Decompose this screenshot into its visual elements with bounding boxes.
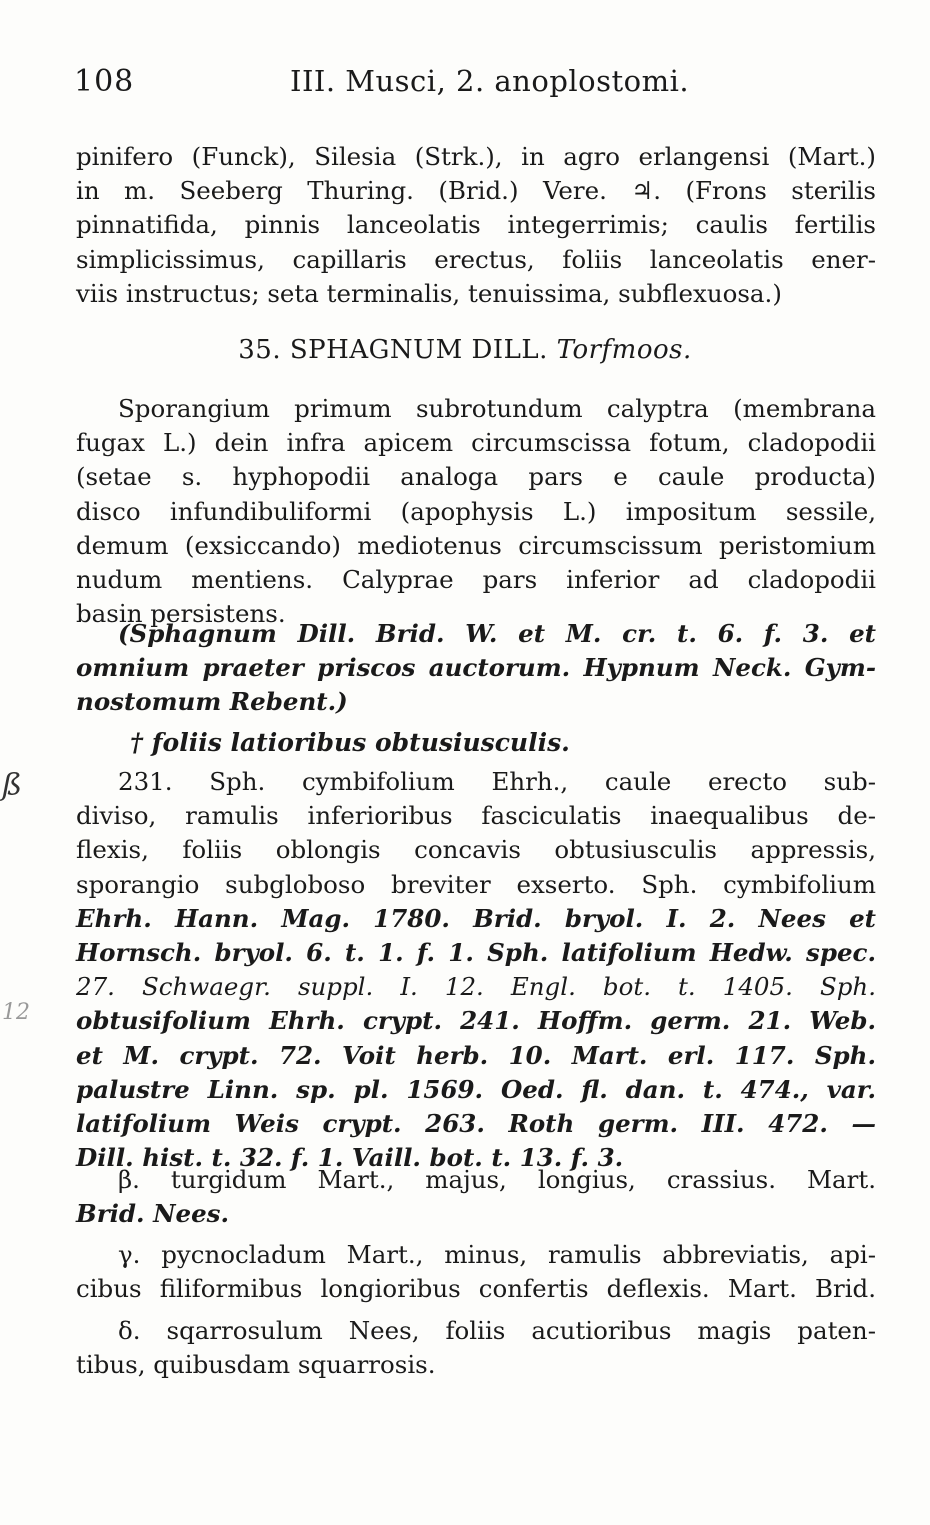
text-line: 231. Sph. cymbifolium Ehrh., caule erecto sub-	[118, 767, 876, 796]
text-line: pinnatifida, pinnis lanceolatis integerrimis; caulis fertilis	[76, 210, 876, 240]
genus-description	[76, 392, 876, 631]
text-line: 27. Schwaegr. suppl. I. 12. Engl. bot. t. 1405. Sph.	[76, 972, 876, 1002]
text-line: Hornsch. bryol. 6. t. 1. f. 1. Sph. latifolium Hedw. spec.	[76, 938, 876, 968]
subsection-heading: † foliis latioribus obtusiusculis.	[130, 728, 570, 757]
text-line: γ. pycnocladum Mart., minus, ramulis abbreviatis, api-	[118, 1240, 876, 1269]
page-header	[72, 62, 882, 112]
variety-gamma	[76, 1238, 876, 1306]
genus-common-name: Torfmoos.	[556, 335, 692, 365]
text-line: (setae s. hyphopodii analoga pars e caule producta)	[76, 462, 876, 492]
text-line: Dill. hist. t. 32. f. 1. Vaill. bot. t. 13. f. 3.	[76, 1143, 624, 1173]
text-line: demum (exsiccando) mediotenus circumscissum peristomium	[76, 530, 876, 560]
text-line: in m. Seeberg Thuring. (Brid.) Vere. ♃. (Frons sterilis	[76, 176, 876, 206]
page-number: 108	[74, 64, 135, 99]
text-line: δ. sqarrosulum Nees, foliis acutioribus magis paten-	[118, 1316, 876, 1345]
text-line: flexis, foliis oblongis concavis obtusiusculis appressis,	[76, 835, 876, 865]
text-line: et M. crypt. 72. Voit herb. 10. Mart. erl. 117. Sph.	[76, 1040, 876, 1070]
variety-beta	[76, 1163, 876, 1231]
variety-delta	[76, 1314, 876, 1382]
margin-annotation: 12	[2, 1000, 30, 1025]
text-line: obtusifolium Ehrh. crypt. 241. Hoffm. germ. 21. Web.	[76, 1006, 876, 1036]
text-line: diviso, ramulis inferioribus fasciculatis inaequalibus de-	[76, 801, 876, 831]
genus-heading	[0, 335, 930, 365]
text-line: pinifero (Funck), Silesia (Strk.), in agro erlangensi (Mart.)	[76, 142, 876, 171]
genus-number: 35.	[238, 335, 282, 365]
text-line: Sporangium primum subrotundum calyptra (membrana	[118, 394, 876, 423]
text-line: viis instructus; seta terminalis, tenuissima, subflexuosa.)	[76, 278, 782, 308]
text-line: Ehrh. Hann. Mag. 1780. Brid. bryol. I. 2. Nees et	[76, 903, 876, 933]
text-line: palustre Linn. sp. pl. 1569. Oed. fl. dan. t. 474., var.	[76, 1074, 876, 1104]
text-line: disco infundibuliformi (apophysis L.) impositum sessile,	[76, 496, 876, 526]
text-line: fugax L.) dein infra apicem circumscissa fotum, cladopodii	[76, 428, 876, 458]
running-head: III. Musci, 2. anoplostomi.	[290, 64, 690, 98]
text-line: nostomum Rebent.)	[76, 687, 348, 717]
text-line: basin persistens.	[76, 599, 286, 629]
text-line: nudum mentiens. Calyprae pars inferior ad cladopodii	[76, 565, 876, 595]
text-line: Brid. Nees.	[76, 1199, 230, 1229]
intro-paragraph	[76, 140, 876, 311]
text-line: β. turgidum Mart., majus, longius, crassius. Mart.	[118, 1165, 876, 1194]
text-line: (Sphagnum Dill. Brid. W. et M. cr. t. 6. f. 3. et	[118, 619, 876, 648]
species-entry	[76, 765, 876, 1175]
synonyms-paragraph	[76, 617, 876, 720]
genus-name: SPHAGNUM DILL.	[289, 335, 548, 365]
text-line: omnium praeter priscos auctorum. Hypnum Neck. Gym-	[76, 653, 876, 683]
text-line: sporangio subgloboso breviter exserto. Sph. cymbifolium	[76, 869, 876, 899]
text-line: latifolium Weis crypt. 263. Roth germ. III. 472. —	[76, 1109, 876, 1139]
text-line: cibus filiformibus longioribus confertis deflexis. Mart. Brid.	[76, 1274, 876, 1304]
text-line: tibus, quibusdam squarrosis.	[76, 1350, 436, 1380]
margin-annotation: ß	[2, 768, 23, 803]
text-line: simplicissimus, capillaris erectus, foliis lanceolatis ener-	[76, 244, 876, 274]
